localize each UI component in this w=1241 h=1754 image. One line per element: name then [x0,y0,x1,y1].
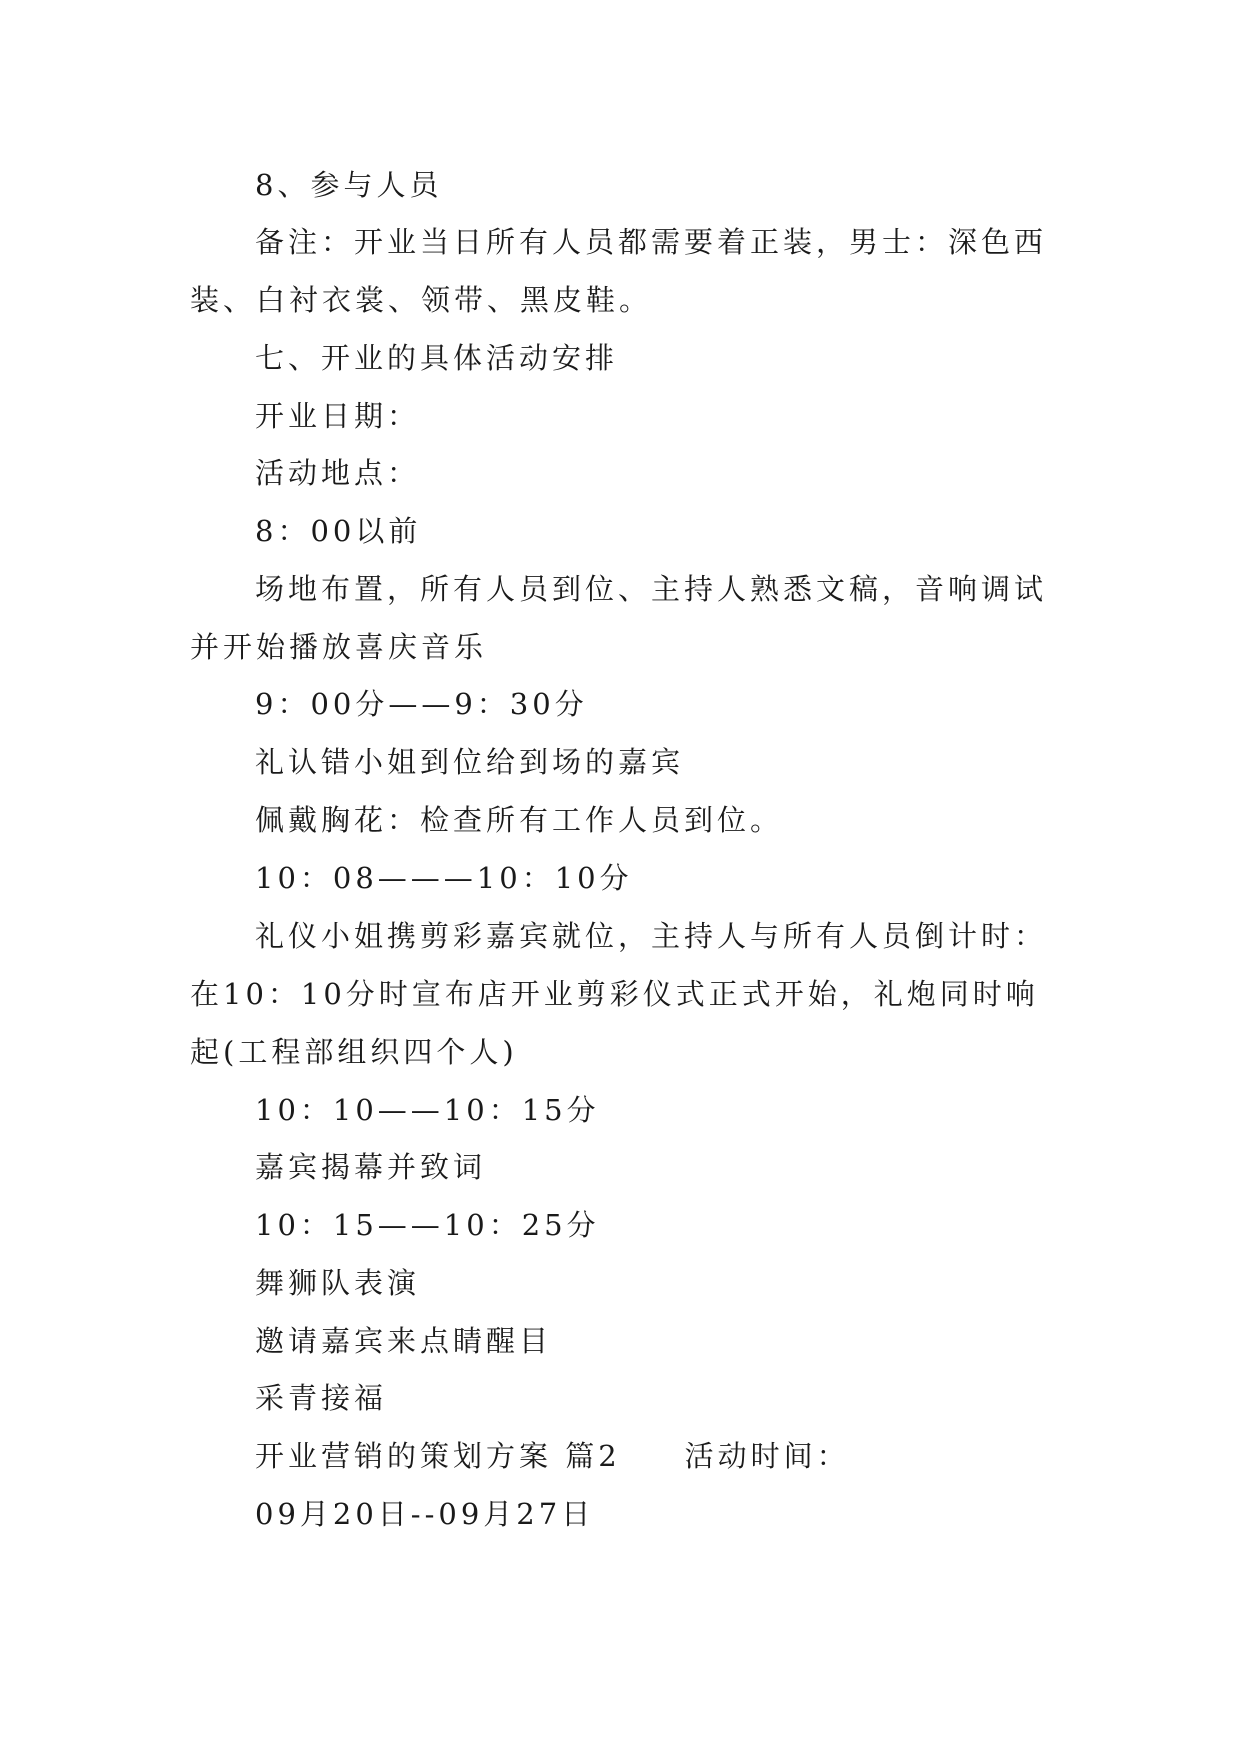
text-line: 装、白衬衣裳、领带、黑皮鞋。 [190,283,653,317]
section-title: 开业营销的策划方案 篇2 [255,1439,621,1473]
text-line: 开业日期： [255,399,421,433]
text-line: 邀请嘉宾来点睛醒目 [255,1324,553,1358]
time-label: 10：10——10：15分 [255,1093,600,1127]
time-label: 10：15——10：25分 [255,1208,600,1242]
text-line: 舞狮队表演 [255,1266,421,1300]
text-line: 起(工程部组织四个人) [190,1035,518,1069]
activity-time-label: 活动时间： [684,1439,850,1473]
text-line: 佩戴胸花：检查所有工作人员到位。 [255,803,784,837]
text-line: 礼认错小姐到位给到场的嘉宾 [255,745,685,779]
text-line: 嘉宾揭幕并致词 [255,1150,487,1184]
section-heading-line [255,1436,850,1476]
text-line: 并开始播放喜庆音乐 [190,630,488,664]
text-line: 场地布置，所有人员到位、主持人熟悉文稿，音响调试 [255,572,1048,606]
time-label: 9：00分——9：30分 [255,687,588,721]
date-range: 09月20日--09月27日 [255,1497,595,1531]
time-label: 10：08———10：10分 [255,861,633,895]
text-line: 在10：10分时宣布店开业剪彩仪式正式开始，礼炮同时响 [190,977,1039,1011]
text-line: 活动地点： [255,456,421,490]
text-line: 礼仪小姐携剪彩嘉宾就位，主持人与所有人员倒计时： [255,919,1048,953]
section-heading: 七、开业的具体活动安排 [255,341,619,375]
text-line: 采青接福 [255,1381,388,1415]
text-line: 备注：开业当日所有人员都需要着正装，男士：深色西 [255,225,1048,259]
text-line: 8、参与人员 [255,168,443,202]
time-label: 8：00以前 [255,514,422,548]
